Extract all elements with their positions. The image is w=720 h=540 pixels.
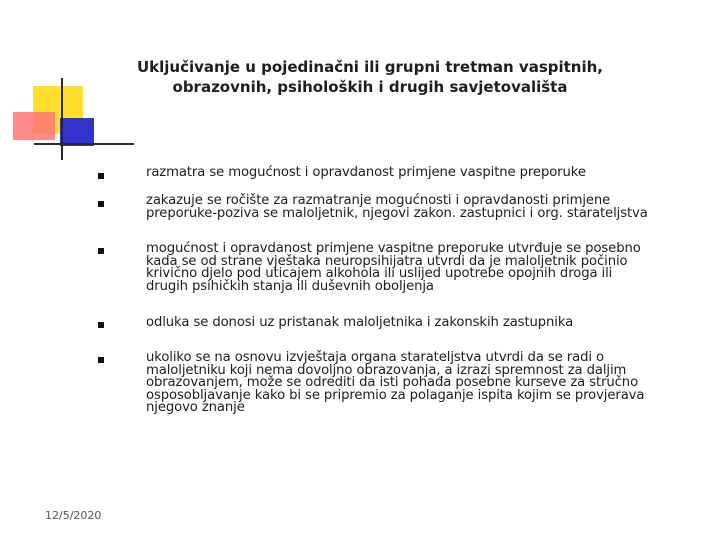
bullet-line: ukoliko se na osnovu izvještaja organa starateljstva utvrdi da se radi o <box>146 350 604 365</box>
horizontal-line <box>34 143 134 145</box>
title-line: obrazovnih, psiholoških i drugih savjetovališta <box>172 78 568 96</box>
bullet-line: kada se od strane vještaka neuropsihijatra utvrdi da je maloljetnik počinio <box>146 253 628 269</box>
bullet-line: zakazuje se ročište za razmatranje mogućnosti i opravdanosti primjene <box>146 193 611 208</box>
bullet-line: njegovo znanje <box>146 400 245 415</box>
bullet-marker <box>98 322 104 328</box>
bullet-marker <box>98 173 104 179</box>
decorative-blocks <box>0 0 140 170</box>
bullet-line: krivično djelo pod uticajem alkohola ili uslijed upotrebe opojnih droga ili <box>146 266 613 281</box>
bullet-marker <box>98 201 104 207</box>
slide-title <box>120 57 620 97</box>
bullet-line: odluka se donosi uz pristanak maloljetnika i zakonskih zastupnika <box>146 315 574 330</box>
bullet-text <box>146 243 691 293</box>
bullet-marker <box>98 357 104 363</box>
bullet-text <box>146 195 691 220</box>
bullet-line: osposobljavanje kako bi se pripremio za polaganje ispita kojim se provjerava <box>146 387 645 403</box>
bullet-line: drugih psihičkih stanja ili duševnih oboljenja <box>146 278 434 294</box>
red-rectangle <box>13 112 55 140</box>
bullet-line: preporuke-poziva se maloljetnik, njegovi zakon. zastupnici i org. starateljstva <box>146 205 648 221</box>
title-line: Uključivanje u pojedinačni ili grupni tretman vaspitnih, <box>136 58 604 76</box>
bullet-line: maloljetniku koji nema dovoljno obrazovanja, a izrazi spremnost za daljim <box>146 362 627 378</box>
vertical-line <box>61 78 63 160</box>
bullet-line: obrazovanjem, može se odrediti da isti pohađa posebne kurseve za stručno <box>146 375 639 390</box>
bullet-text <box>146 352 691 415</box>
blue-square <box>60 118 94 146</box>
bullet-text <box>146 167 691 180</box>
bullet-marker <box>98 248 104 254</box>
bullet-line: razmatra se mogućnost i opravdanost primjene vaspitne preporuke <box>146 165 586 180</box>
bullet-text <box>146 317 691 330</box>
bullet-line: mogućnost i opravdanost primjene vaspitne preporuke utvrđuje se posebno <box>146 241 641 256</box>
slide-date: 12/5/2020 <box>45 509 102 522</box>
